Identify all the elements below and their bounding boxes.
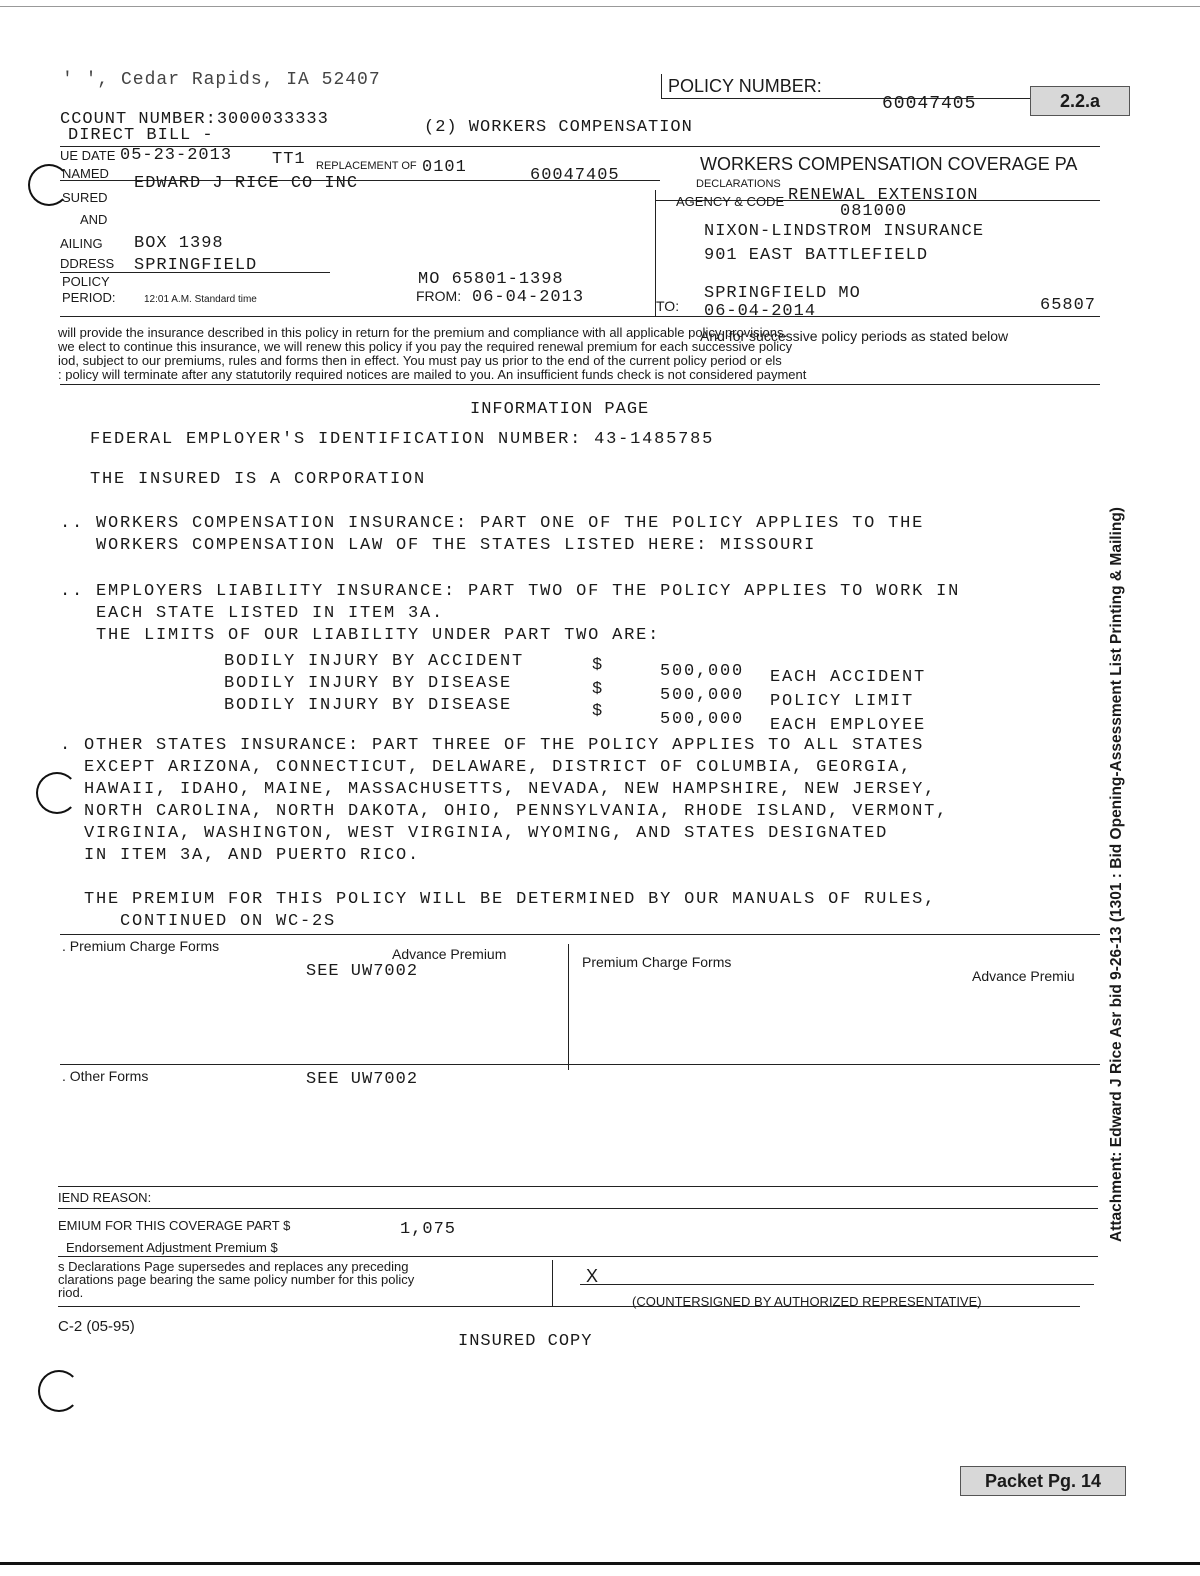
limit-basis: EACH ACCIDENT xyxy=(770,668,927,687)
premium-charge-label-right: Premium Charge Forms xyxy=(582,954,732,970)
address-underline xyxy=(60,272,330,273)
information-page-title: INFORMATION PAGE xyxy=(470,400,650,419)
attachment-note: Attachment: Edward J Rice Asr bid 9-26-13 (1301 : Bid Opening-Assessment List Printing & Mailing) xyxy=(1108,507,1125,1242)
supersedes-line-2: clarations page bearing the same policy number for this policy xyxy=(58,1272,415,1287)
endorsement-underline xyxy=(58,1256,1098,1257)
other-forms-value: SEE UW7002 xyxy=(306,1070,419,1089)
limit-coverage: BODILY INJURY BY DISEASE xyxy=(224,674,513,693)
premium-label: EMIUM FOR THIS COVERAGE PART $ xyxy=(58,1218,291,1233)
insured-name: EDWARD J RICE CO INC xyxy=(134,174,359,193)
amend-rule xyxy=(58,1186,1098,1187)
insured-city: SPRINGFIELD xyxy=(134,256,258,275)
fine-print-rule xyxy=(60,384,1100,385)
wc-line-2: WORKERS COMPENSATION LAW OF THE STATES LISTED HERE: MISSOURI xyxy=(60,536,817,555)
insured-label: SURED xyxy=(62,190,108,205)
insurer-address: ' ', Cedar Rapids, IA 52407 xyxy=(62,70,381,90)
policy-number-underline xyxy=(661,98,1041,99)
limit-amount: 500,000 xyxy=(660,710,745,729)
declarations-type: RENEWAL EXTENSION xyxy=(788,186,979,205)
insured-box: BOX 1398 xyxy=(134,234,224,253)
limit-currency: $ xyxy=(592,680,605,699)
fine-print-3: iod, subject to our premiums, rules and forms then in effect. You must pay us prior to the end of the current policy period or els xyxy=(58,354,782,367)
el-line-1: .. EMPLOYERS LIABILITY INSURANCE: PART TWO OF THE POLICY APPLIES TO WORK IN xyxy=(60,582,961,601)
limit-basis: EACH EMPLOYEE xyxy=(770,716,927,735)
and-label: AND xyxy=(80,212,108,227)
signature-divider xyxy=(552,1260,553,1306)
insured-copy: INSURED COPY xyxy=(458,1332,593,1351)
form-number: C-2 (05-95) xyxy=(58,1318,135,1335)
forms-top-rule xyxy=(60,934,1100,935)
period-time: 12:01 A.M. Standard time xyxy=(144,294,257,305)
agency-code: 081000 xyxy=(840,202,908,221)
period-label: PERIOD: xyxy=(62,290,116,305)
mailing-label: AILING xyxy=(60,236,103,251)
named-label: NAMED xyxy=(62,166,109,181)
policy-number-divider xyxy=(661,74,662,98)
limit-amount: 500,000 xyxy=(660,662,745,681)
limit-coverage: BODILY INJURY BY ACCIDENT xyxy=(224,652,525,671)
advance-premium-label-right: Advance Premiu xyxy=(972,968,1075,984)
amend-reason-label: IEND REASON: xyxy=(58,1190,152,1205)
premium-charge-label: . Premium Charge Forms xyxy=(62,938,220,954)
supersedes-line-3: riod. xyxy=(58,1285,84,1300)
scan-edge-bottom xyxy=(0,1562,1200,1565)
other-forms-label: . Other Forms xyxy=(62,1068,149,1084)
fine-print-2: we elect to continue this insurance, we will renew this policy if you pay the required renewal premium for each successive policy xyxy=(58,340,793,353)
premium-value: 1,075 xyxy=(400,1220,457,1239)
advance-premium-label: Advance Premium xyxy=(392,946,507,962)
scan-edge-top xyxy=(0,6,1200,7)
packet-page-badge: Packet Pg. 14 xyxy=(960,1466,1126,1496)
declarations-label: DECLARATIONS xyxy=(696,178,781,190)
agency-name: NIXON-LINDSTROM INSURANCE xyxy=(704,222,985,241)
limit-basis: POLICY LIMIT xyxy=(770,692,915,711)
punch-hole-bottom xyxy=(38,1370,80,1412)
other-states-line-1: . OTHER STATES INSURANCE: PART THREE OF THE POLICY APPLIES TO ALL STATES xyxy=(60,736,925,755)
issue-date-label: UE DATE xyxy=(60,148,116,163)
agency-code-label: AGENCY & CODE xyxy=(676,194,785,209)
policy-number: 60047405 xyxy=(882,94,977,114)
replacement-policy: 60047405 xyxy=(530,166,620,185)
other-states-line-2: EXCEPT ARIZONA, CONNECTICUT, DELAWARE, DISTRICT OF COLUMBIA, GEORGIA, xyxy=(60,758,913,777)
fine-print-4: : policy will terminate after any statutorily required notices are mailed to you. An insufficient funds check is not considered payment xyxy=(58,368,807,381)
period-to: 06-04-2014 xyxy=(704,302,817,321)
fine-print-1: will provide the insurance described in this policy in return for the premium and compliance with all applicable policy provisions. xyxy=(58,326,788,339)
forms-divider xyxy=(568,944,569,1070)
wc-line-1: .. WORKERS COMPENSATION INSURANCE: PART ONE OF THE POLICY APPLIES TO THE xyxy=(60,514,925,533)
successive-periods: And for successive policy periods as stated below xyxy=(700,328,1009,344)
replacement-of: 0101 xyxy=(422,158,467,177)
fein: FEDERAL EMPLOYER'S IDENTIFICATION NUMBER: 43-1485785 xyxy=(90,430,715,449)
signature-mark: X xyxy=(586,1266,599,1286)
from-label: FROM: xyxy=(416,288,462,304)
exhibit-badge: 2.2.a xyxy=(1030,86,1130,116)
account-number: CCOUNT NUMBER:3000033333 xyxy=(60,110,329,129)
el-line-3: THE LIMITS OF OUR LIABILITY UNDER PART TWO ARE: xyxy=(60,626,661,645)
line-of-business: (2) WORKERS COMPENSATION xyxy=(424,118,693,137)
agency-city: SPRINGFIELD MO xyxy=(704,284,861,303)
limit-amount: 500,000 xyxy=(660,686,745,705)
period-from: 06-04-2013 xyxy=(472,288,585,307)
other-states-line-5: VIRGINIA, WASHINGTON, WEST VIRGINIA, WYOMING, AND STATES DESIGNATED xyxy=(60,824,889,843)
agency-street: 901 EAST BATTLEFIELD xyxy=(704,246,929,265)
period-rule xyxy=(60,316,1100,317)
policy-label: POLICY xyxy=(62,274,110,289)
other-states-line-4: NORTH CAROLINA, NORTH DAKOTA, OHIO, PENNSYLVANIA, RHODE ISLAND, VERMONT, xyxy=(60,802,949,821)
supersedes-line-1: s Declarations Page supersedes and replaces any preceding xyxy=(58,1259,409,1274)
other-states-line-3: HAWAII, IDAHO, MAINE, MASSACHUSETTS, NEVADA, NEW HAMPSHIRE, NEW JERSEY, xyxy=(60,780,937,799)
premium-line-2: CONTINUED ON WC-2S xyxy=(60,912,337,931)
el-line-2: EACH STATE LISTED IN ITEM 3A. xyxy=(60,604,445,623)
replacement-label: REPLACEMENT OF xyxy=(316,160,417,172)
address-label: DDRESS xyxy=(60,256,115,271)
policy-number-label: POLICY NUMBER: xyxy=(668,76,822,96)
premium-charge-value: SEE UW7002 xyxy=(306,962,419,981)
footer-bottom-rule xyxy=(58,1306,1080,1307)
bill-type: DIRECT BILL - xyxy=(68,126,214,145)
premium-line-1: THE PREMIUM FOR THIS POLICY WILL BE DETERMINED BY OUR MANUALS OF RULES, xyxy=(60,890,937,909)
signature-line xyxy=(580,1284,1094,1285)
limit-coverage: BODILY INJURY BY DISEASE xyxy=(224,696,513,715)
issue-date: 05-23-2013 xyxy=(120,146,233,165)
endorsement-label: Endorsement Adjustment Premium $ xyxy=(66,1240,278,1255)
to-label: TO: xyxy=(656,298,680,314)
forms-bottom-rule xyxy=(60,1064,1100,1065)
limit-currency: $ xyxy=(592,656,605,675)
amend-underline xyxy=(58,1208,1098,1209)
insured-entity: THE INSURED IS A CORPORATION xyxy=(90,470,427,489)
coverage-title: WORKERS COMPENSATION COVERAGE PA xyxy=(700,154,1078,174)
insured-state-zip: MO 65801-1398 xyxy=(418,270,564,289)
agency-zip: 65807 xyxy=(1040,296,1097,315)
countersigned-label: (COUNTERSIGNED BY AUTHORIZED REPRESENTATIVE) xyxy=(632,1294,982,1309)
issue-code: TT1 xyxy=(272,150,306,169)
limit-currency: $ xyxy=(592,702,605,721)
other-states-line-6: IN ITEM 3A, AND PUERTO RICO. xyxy=(60,846,421,865)
